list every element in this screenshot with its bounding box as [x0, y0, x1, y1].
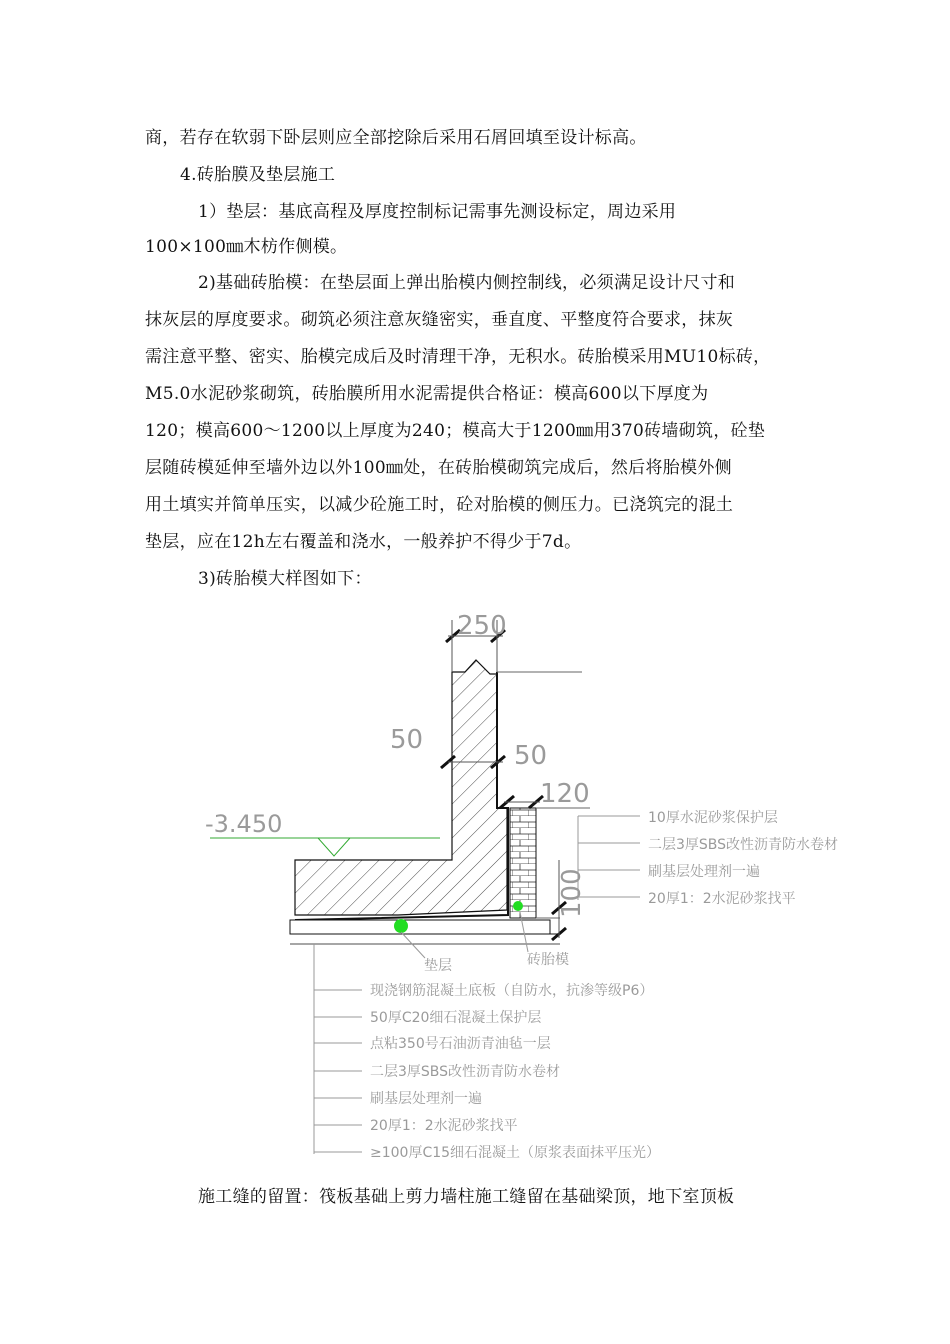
- dim-left-height: 50: [390, 725, 424, 755]
- elevation-marker: [318, 838, 350, 856]
- text-line-11: 用土填实并简单压实，以减少砼施工时，砼对胎模的侧压力。已浇筑完的混土: [145, 495, 734, 515]
- cushion-label: 垫层: [424, 958, 452, 974]
- rebar-marker-slab: [394, 919, 408, 933]
- dim-brick-width: 120: [540, 779, 590, 809]
- text-line-3: 1）垫层：基底高程及厚度控制标记需事先测设标定，周边采用: [198, 202, 677, 222]
- section-heading: 4.砖胎膜及垫层施工: [180, 165, 336, 185]
- rebar-marker-brick: [513, 901, 523, 911]
- text-line-1: 商，若存在软弱下卧层则应全部挖除后采用石屑回填至设计标高。: [145, 128, 647, 148]
- brick-mold-hatch: [510, 808, 536, 918]
- bottom-leaders: [314, 944, 362, 1154]
- right-layer-3: 刷基层处理剂一遍: [648, 864, 760, 880]
- text-line-9: 120；模高600～1200以上厚度为240；模高大于1200㎜用370砖墙砌筑，砼垫: [145, 421, 766, 441]
- footer-text-line: 施工缝的留置：筏板基础上剪力墙柱施工缝留在基础梁顶，地下室顶板: [198, 1187, 735, 1207]
- bottom-layer-4: 二层3厚SBS改性沥青防水卷材: [370, 1064, 561, 1080]
- text-line-10: 层随砖模延伸至墙外边以外100㎜处，在砖胎模砌筑完成后，然后将胎模外侧: [145, 458, 732, 478]
- right-layer-1: 10厚水泥砂浆保护层: [648, 810, 778, 826]
- right-layer-2: 二层3厚SBS改性沥青防水卷材: [648, 837, 839, 853]
- text-line-5: 2)基础砖胎模：在垫层面上弹出胎模内侧控制线，必须满足设计尺寸和: [198, 273, 736, 293]
- bottom-layer-5: 刷基层处理剂一遍: [370, 1091, 482, 1107]
- dim-brick-height: 100: [557, 868, 587, 918]
- bottom-layer-7: ≥100厚C15细石混凝土（原浆表面抹平压光）: [370, 1145, 661, 1161]
- text-line-7: 需注意平整、密实、胎模完成后及时清理干净，无积水。砖胎模采用MU10标砖，: [145, 347, 771, 367]
- elevation-label: -3.450: [205, 810, 283, 838]
- text-line-8: M5.0水泥砂浆砌筑，砖胎膜所用水泥需提供合格证：模高600以下厚度为: [145, 384, 709, 404]
- right-layer-4: 20厚1：2水泥砂浆找平: [648, 891, 796, 907]
- text-line-13: 3)砖胎模大样图如下：: [198, 569, 372, 589]
- dim-right-offset: 50: [514, 741, 548, 771]
- text-line-4: 100×100㎜木枋作侧模。: [145, 237, 348, 257]
- bottom-layer-1: 现浇钢筋混凝土底板（自防水，抗渗等级P6）: [370, 983, 654, 999]
- dim-top-width: 250: [457, 611, 507, 641]
- brick-mold-label: 砖胎模: [527, 952, 569, 968]
- bottom-layer-6: 20厚1：2水泥砂浆找平: [370, 1118, 518, 1134]
- text-line-6: 抹灰层的厚度要求。砌筑必须注意灰缝密实，垂直度、平整度符合要求，抹灰: [145, 310, 734, 330]
- right-leaders: [578, 816, 640, 900]
- bottom-layer-2: 50厚C20细石混凝土保护层: [370, 1010, 542, 1026]
- bottom-layer-3: 点粘350号石油沥青油毡一层: [370, 1036, 551, 1052]
- text-line-12: 垫层，应在12h左右覆盖和浇水，一般养护不得少于7d。: [145, 532, 582, 552]
